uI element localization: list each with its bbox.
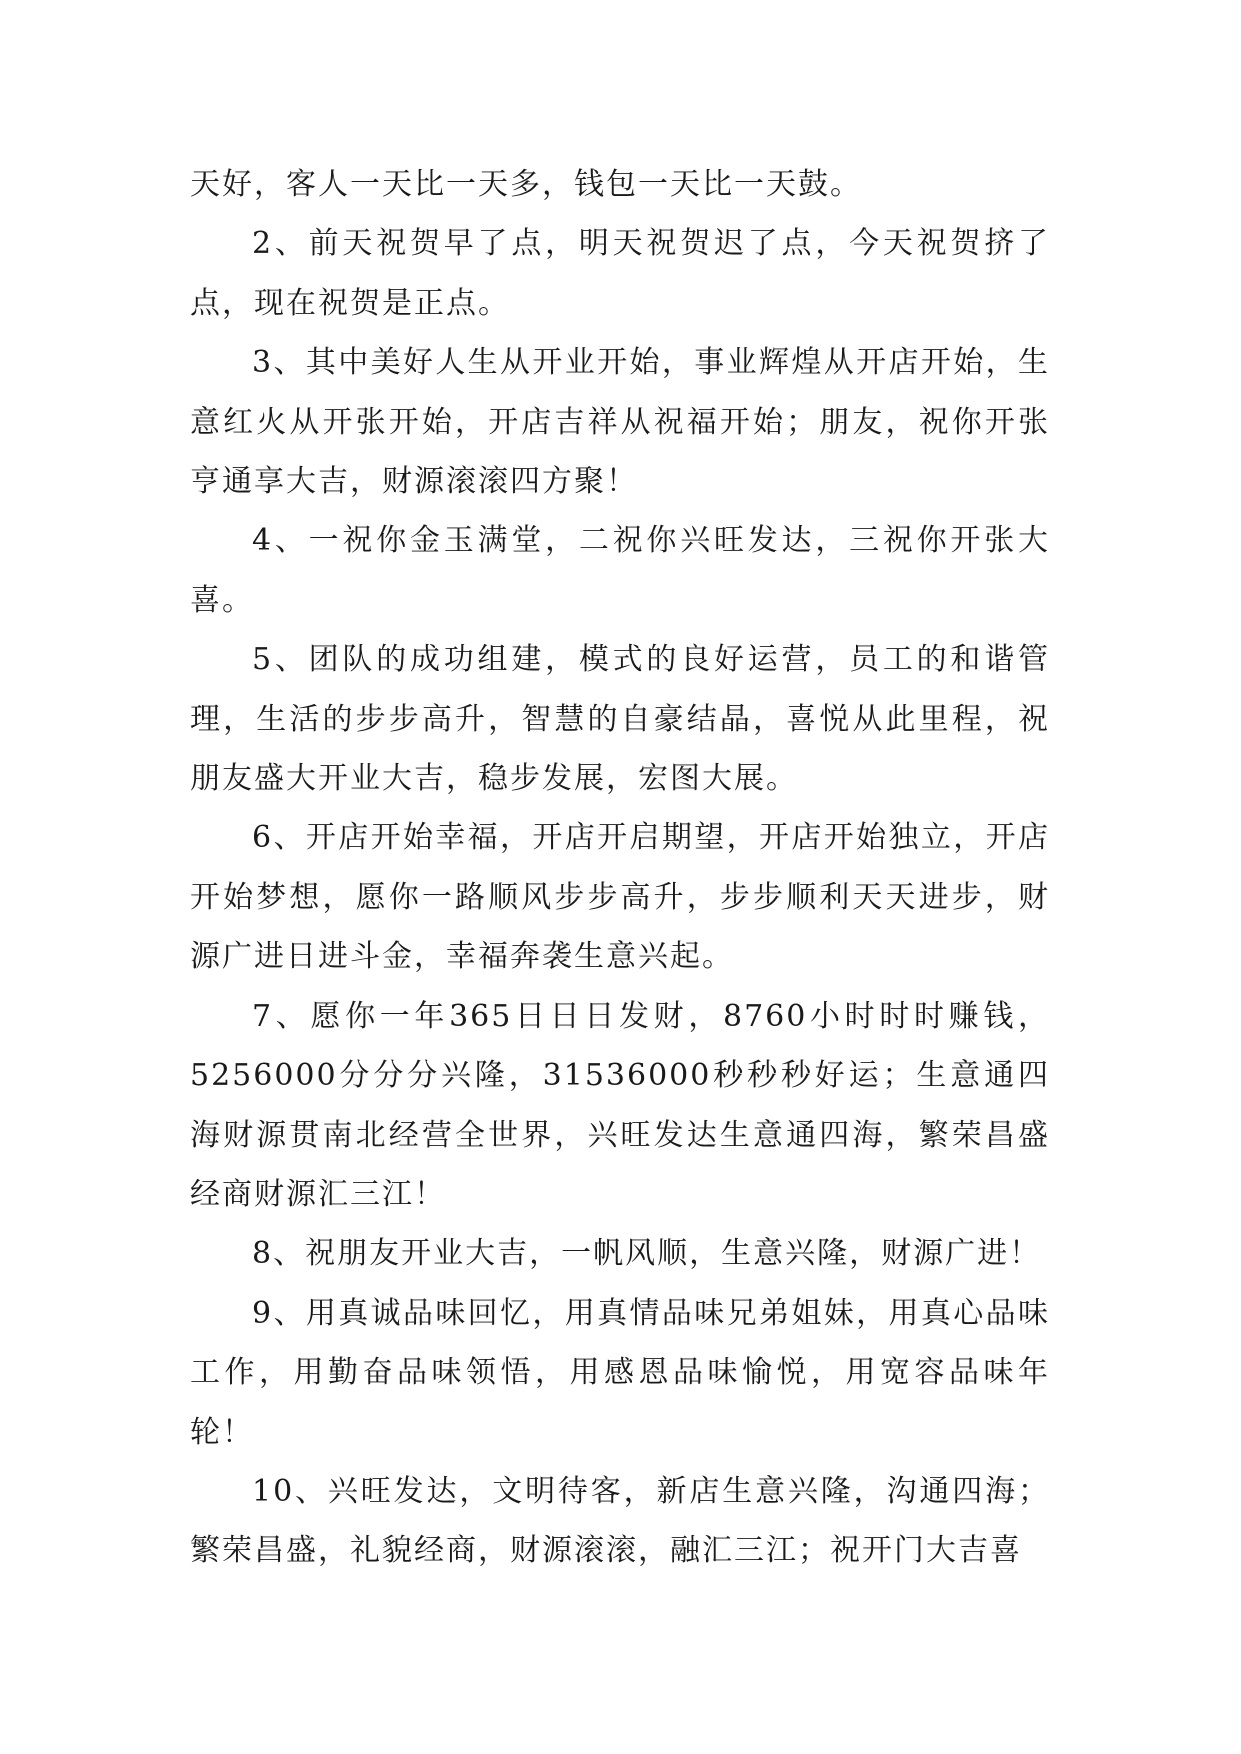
paragraph-3: 3、其中美好人生从开业开始，事业辉煌从开店开始，生意红火从开张开始，开店吉祥从祝福开始；朋友，祝你开张亨通享大吉，财源滚滚四方聚！ — [190, 345, 1050, 500]
paragraph-continuation: 天好，客人一天比一天多，钱包一天比一天鼓。 — [190, 167, 862, 202]
paragraph-6: 6、开店开始幸福，开店开启期望，开店开始独立，开店开始梦想，愿你一路顺风步步高升，步步顺利天天进步，财源广进日进斗金，幸福奔袭生意兴起。 — [190, 820, 1050, 975]
paragraph-5: 5、团队的成功组建，模式的良好运营，员工的和谐管理，生活的步步高升，智慧的自豪结晶，喜悦从此里程，祝朋友盛大开业大吉，稳步发展，宏图大展。 — [190, 642, 1050, 797]
document-body — [190, 155, 1050, 1581]
paragraph-9: 9、用真诚品味回忆，用真情品味兄弟姐妹，用真心品味工作，用勤奋品味领悟，用感恩品味愉悦，用宽容品味年轮！ — [190, 1295, 1050, 1450]
paragraph-10: 10、兴旺发达，文明待客，新店生意兴隆，沟通四海；繁荣昌盛，礼貌经商，财源滚滚，融汇三江；祝开门大吉喜 — [190, 1473, 1050, 1569]
paragraph-2: 2、前天祝贺早了点，明天祝贺迟了点，今天祝贺挤了点，现在祝贺是正点。 — [190, 226, 1050, 321]
paragraph-4: 4、一祝你金玉满堂，二祝你兴旺发达，三祝你开张大喜。 — [190, 523, 1050, 618]
paragraph-8: 8、祝朋友开业大吉，一帆风顺，生意兴隆，财源广进！ — [252, 1236, 1042, 1272]
paragraph-7: 7、愿你一年365日日日发财，8760小时时时赚钱，5256000分分分兴隆，31536000秒秒秒好运；生意通四海财源贯南北经营全世界，兴旺发达生意通四海，繁荣昌盛经商财源汇三江！ — [190, 998, 1050, 1212]
